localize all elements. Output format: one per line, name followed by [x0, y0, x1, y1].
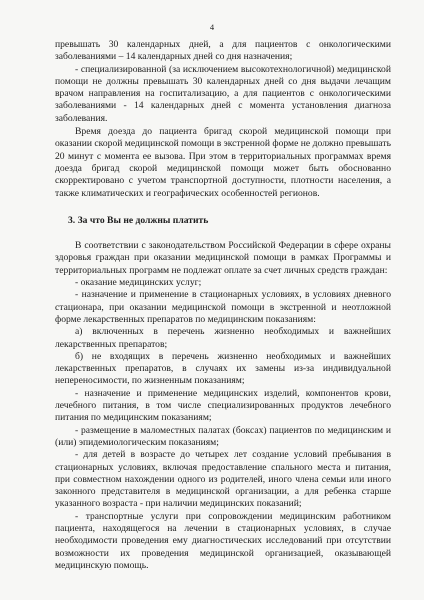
paragraph: Время доезда до пациента бригад скорой медицинской помощи при оказании скорой медицинской помощи в экстренной форме не должно превышать 20 минут с момента ее вызова. При этом в территориальных программах время доезда бригад скорой медицинской помощи может быть обоснованно скорректировано с учетом транспортной доступности, плотности населения, а также климатических и географических особенностей регионов. — [55, 126, 391, 199]
list-item: - размещение в маломестных палатах (боксах) пациентов по медицинским и (или) эпидемиологическим показаниям; — [55, 424, 391, 448]
paragraph: - специализированной (за исключением высокотехнологичной) медицинской помощи не должны превышать 30 календарных дней со дня выдачи лечащим врачом направления на госпитализацию, а для пациентов с онкологическими заболеваниями - 14 календарных дней с момента установления диагноза заболевания. — [55, 63, 391, 124]
list-item: - транспортные услуги при сопровождении медицинским работником пациента, находящегося на лечении в стационарных условиях, в случае необходимости проведения ему диагностических исследований при отсутствии возможности их проведения медицинской организацией, оказывающей медицинскую помощь. — [55, 510, 391, 571]
list-item: - для детей в возрасте до четырех лет создание условий пребывания в стационарных условиях, включая предоставление спального места и питания, при совместном нахождении одного из родителей, иного члена семьи или иного законного представителя в медицинской организации, а для ребенка старше указанного возраста - при наличии медицинских показаний; — [55, 449, 391, 510]
paragraph: превышать 30 календарных дней, а для пациентов с онкологическими заболеваниями – 14 календарных дней со дня назначения; — [55, 39, 391, 63]
list-item: б) не входящих в перечень жизненно необходимых и важнейших лекарственных препаратов, в случаях их замены из-за индивидуальной непереносимости, по жизненным показаниям; — [55, 350, 391, 387]
section-heading: 3. За что Вы не должны платить — [68, 214, 209, 226]
list-item: а) включенных в перечень жизненно необходимых и важнейших лекарственных препаратов; — [55, 326, 391, 350]
list-item: - назначение и применение медицинских изделий, компонентов крови, лечебного питания, в том числе специализированных продуктов лечебного питания по медицинским показаниям; — [55, 387, 391, 424]
list-item: - оказание медицинских услуг; — [75, 277, 202, 289]
document-body — [55, 39, 391, 572]
list-item: - назначение и применение в стационарных условиях, в условиях дневного стационара, при оказании медицинской помощи в экстренной и неотложной форме лекарственных препаратов по медицинским показаниям: — [55, 289, 391, 325]
paragraph: В соответствии с законодательством Российской Федерации в сфере охраны здоровья граждан при оказании медицинской помощи в рамках Программы и территориальных программ не подлежат оплате за счет личных средств граждан: — [55, 240, 391, 276]
page-number: 4 — [209, 22, 215, 32]
